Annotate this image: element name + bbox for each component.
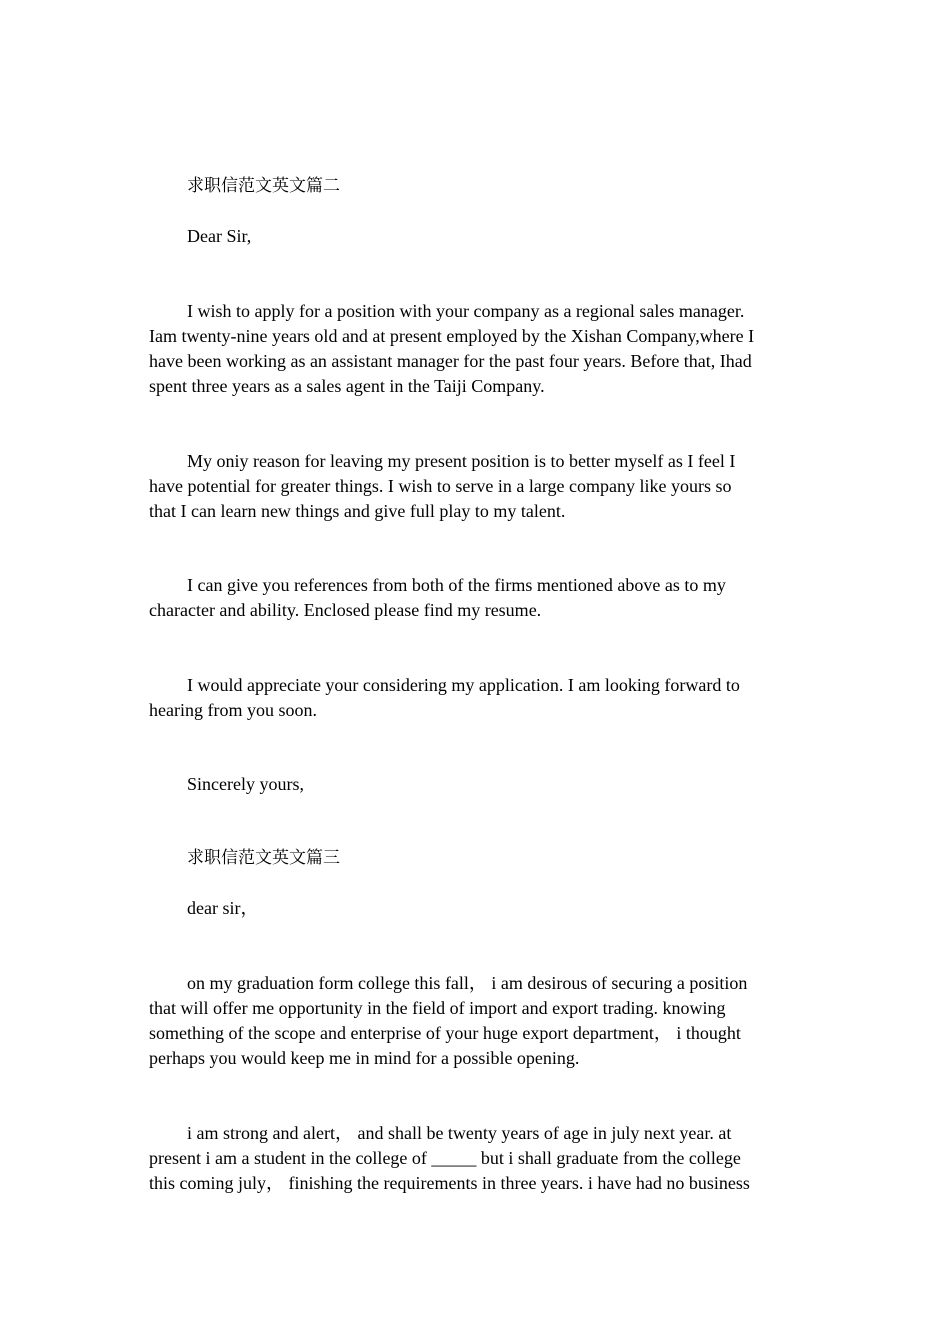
paragraph-line: perhaps you would keep me in mind for a possible opening. bbox=[149, 1048, 580, 1068]
paragraph-line: spent three years as a sales agent in the Taiji Company. bbox=[149, 376, 545, 396]
paragraph-line: My oniy reason for leaving my present position is to better myself as I feel I bbox=[187, 451, 736, 471]
paragraph-line: hearing from you soon. bbox=[149, 700, 317, 720]
paragraph-line: I can give you references from both of the firms mentioned above as to my bbox=[187, 575, 726, 595]
paragraph-line: that I can learn new things and give full play to my talent. bbox=[149, 501, 566, 521]
paragraph-line: character and ability. Enclosed please find my resume. bbox=[149, 600, 542, 620]
paragraph-line: I would appreciate your considering my application. I am looking forward to bbox=[187, 675, 740, 695]
salutation: Dear Sir, bbox=[187, 226, 252, 246]
section-heading-2: 求职信范文英文篇二 bbox=[187, 176, 340, 196]
paragraph-line: that will offer me opportunity in the field of import and export trading. knowing bbox=[149, 998, 726, 1018]
salutation: dear sir， bbox=[187, 898, 259, 918]
paragraph-line: Iam twenty-nine years old and at present employed by the Xishan Company,where I bbox=[149, 326, 755, 346]
paragraph-line: have been working as an assistant manager for the past four years. Before that, Ihad bbox=[149, 351, 752, 371]
paragraph-line: i am strong and alert， and shall be twenty years of age in july next year. at bbox=[187, 1123, 732, 1143]
paragraph-line: have potential for greater things. I wish to serve in a large company like yours so bbox=[149, 476, 732, 496]
paragraph-line: present i am a student in the college of _____ but i shall graduate from the college bbox=[149, 1148, 741, 1168]
paragraph-line: on my graduation form college this fall， i am desirous of securing a position bbox=[187, 973, 748, 993]
section-heading-3: 求职信范文英文篇三 bbox=[187, 848, 340, 868]
closing: Sincerely yours, bbox=[187, 774, 304, 794]
paragraph-line: this coming july， finishing the requirements in three years. i have had no business bbox=[149, 1173, 750, 1193]
paragraph-line: I wish to apply for a position with your company as a regional sales manager. bbox=[187, 301, 745, 321]
paragraph-line: something of the scope and enterprise of your huge export department， i thought bbox=[149, 1023, 741, 1043]
